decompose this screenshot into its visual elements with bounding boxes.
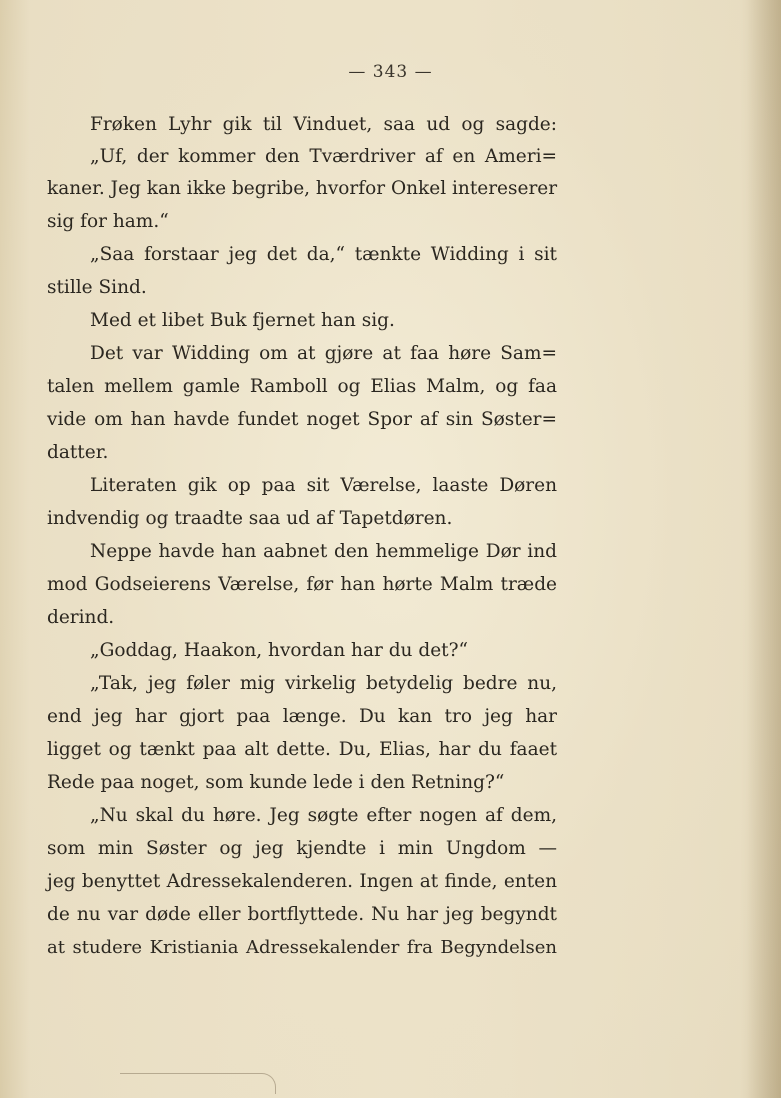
page-edge-shadow (747, 0, 781, 1098)
text-line: sig for ham.“ (47, 211, 169, 232)
text-line: indvendig og traadte saa ud af Tapetdøren. (47, 508, 453, 529)
text-line: stille Sind. (47, 277, 147, 298)
text-line: Med et libet Buk fjernet han sig. (90, 310, 395, 331)
text-line: derind. (47, 607, 115, 628)
text-line: kaner. Jeg kan ikke begribe, hvorfor Onkel intereserer (47, 178, 558, 199)
text-line: de nu var døde eller bortflyttede. Nu har jeg begyndt (47, 904, 557, 925)
text-line: Det var Widding om at gjøre at faa høre Sam= (90, 343, 557, 364)
text-line: ligget og tænkt paa alt dette. Du, Elias, har du faaet (47, 739, 557, 760)
text-line: end jeg har gjort paa længe. Du kan tro jeg har (47, 706, 557, 727)
text-line: Neppe havde han aabnet den hemmelige Dør ind (90, 541, 557, 562)
text-line: „Nu skal du høre. Jeg søgte efter nogen af dem, (90, 805, 557, 826)
text-line: „Uf, der kommer den Tværdriver af en Ameri= (90, 146, 557, 167)
text-line: Literaten gik op paa sit Værelse, laaste Døren (90, 475, 557, 496)
text-line: mod Godseierens Værelse, før han hørte Malm træde (47, 574, 557, 595)
text-line: Frøken Lyhr gik til Vinduet, saa ud og sagde: (90, 114, 557, 135)
page-number: — 343 — (348, 62, 433, 82)
text-line: vide om han havde fundet noget Spor af sin Søster= (47, 409, 557, 430)
text-line: „Tak, jeg føler mig virkelig betydelig bedre nu, (90, 673, 557, 694)
text-line: at studere Kristiania Adressekalender fra Begyndelsen (47, 937, 557, 958)
text-line: som min Søster og jeg kjendte i min Ungdom — (47, 838, 557, 859)
text-line: Rede paa noget, som kunde lede i den Retning?“ (47, 772, 505, 793)
text-line: talen mellem gamle Ramboll og Elias Malm, og faa (47, 376, 557, 397)
text-line: datter. (47, 442, 109, 463)
text-line: „Goddag, Haakon, hvordan har du det?“ (90, 640, 468, 661)
text-line: „Saa forstaar jeg det da,“ tænkte Widding i sit (90, 244, 557, 265)
text-line: jeg benyttet Adressekalenderen. Ingen at finde, enten (47, 871, 557, 892)
paper-fold-mark (120, 1073, 276, 1094)
